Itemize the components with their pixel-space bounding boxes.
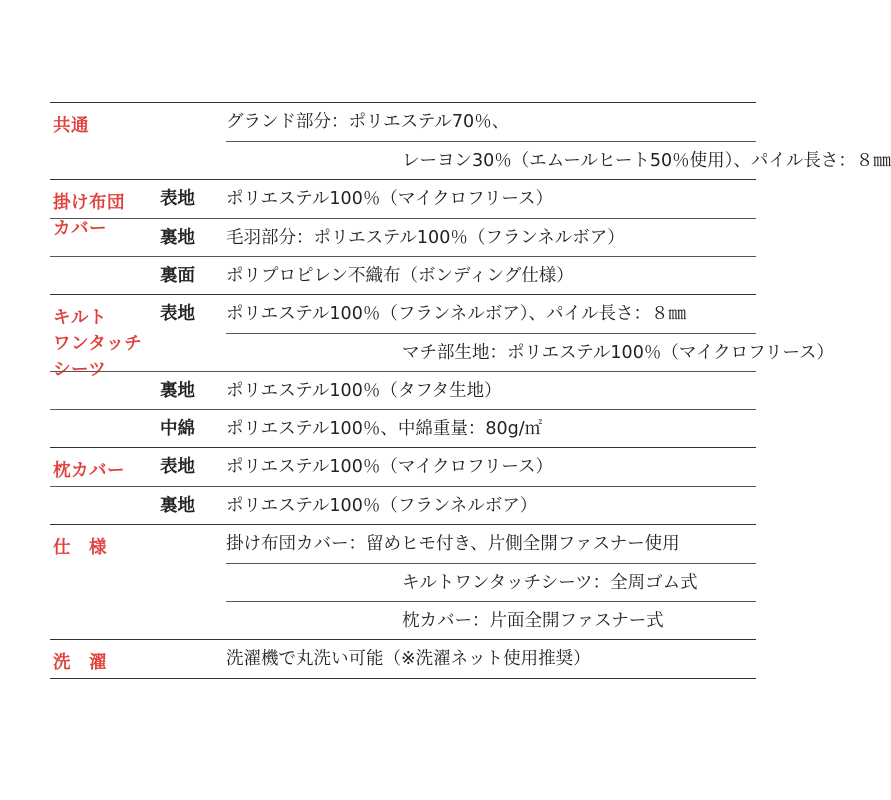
spec-value: ポリプロピレン不織布（ボンディング仕様）	[226, 266, 574, 286]
spec-row	[50, 295, 756, 333]
spec-value: 掛け布団カバー：留めヒモ付き、片側全開ファスナー使用	[226, 534, 680, 554]
spec-section	[50, 524, 756, 639]
category-label: 枕カバー	[53, 461, 125, 481]
sub-label: 表地	[160, 304, 195, 324]
spec-row	[226, 601, 756, 639]
category-label: キルト ワンタッチ シーツ	[53, 308, 143, 380]
sub-label: 表地	[160, 189, 195, 209]
category-label: 共通	[53, 116, 89, 136]
spec-row	[226, 563, 756, 601]
spec-row	[50, 409, 756, 447]
spec-row	[50, 448, 756, 486]
sub-label: 中綿	[160, 419, 195, 439]
spec-row	[50, 180, 756, 218]
spec-row	[50, 371, 756, 409]
category-label: 仕 様	[53, 538, 107, 558]
spec-value: 毛羽部分：ポリエステル100％（フランネルボア）	[226, 228, 625, 248]
spec-value: グランド部分：ポリエステル70％、	[226, 112, 510, 132]
sub-label: 裏地	[160, 381, 195, 401]
sub-label: 裏地	[160, 496, 195, 516]
spec-value: ポリエステル100％、中綿重量：80g/㎡	[226, 419, 543, 439]
spec-section	[50, 294, 835, 447]
spec-value: ポリエステル100％（マイクロフリース）	[226, 457, 554, 477]
spec-row	[226, 141, 891, 179]
spec-value: マチ部生地：ポリエステル100％（マイクロフリース）	[402, 343, 835, 363]
spec-section	[50, 447, 756, 524]
spec-value: ポリエステル100％（フランネルボア）	[226, 496, 538, 516]
spec-value: ポリエステル100％（タフタ生地）	[226, 381, 502, 401]
spec-value: 洗濯機で丸洗い可能（※洗濯ネット使用推奨）	[226, 649, 591, 669]
spec-value: レーヨン30％（エムールヒート50％使用）、パイル長さ：８㎜	[402, 151, 891, 171]
spec-row	[226, 333, 835, 371]
category-label: 掛け布団 カバー	[53, 193, 125, 239]
spec-row	[50, 256, 756, 294]
spec-row	[50, 486, 756, 524]
spec-value: ポリエステル100％（マイクロフリース）	[226, 189, 554, 209]
spec-value: キルトワンタッチシーツ：全周ゴム式	[402, 573, 698, 593]
spec-row	[50, 218, 756, 256]
spec-value: ポリエステル100％（フランネルボア）、パイル長さ：８㎜	[226, 304, 687, 324]
spec-row	[50, 525, 756, 563]
spec-row	[50, 640, 756, 678]
spec-row	[50, 103, 756, 141]
spec-section	[50, 102, 891, 179]
sub-label: 裏面	[160, 266, 195, 286]
spec-table	[50, 102, 891, 679]
spec-section	[50, 179, 756, 294]
category-label: 洗 濯	[53, 653, 107, 673]
sub-label: 表地	[160, 457, 195, 477]
spec-section	[50, 639, 756, 679]
sub-label: 裏地	[160, 228, 195, 248]
spec-value: 枕カバー：片面全開ファスナー式	[402, 611, 664, 631]
